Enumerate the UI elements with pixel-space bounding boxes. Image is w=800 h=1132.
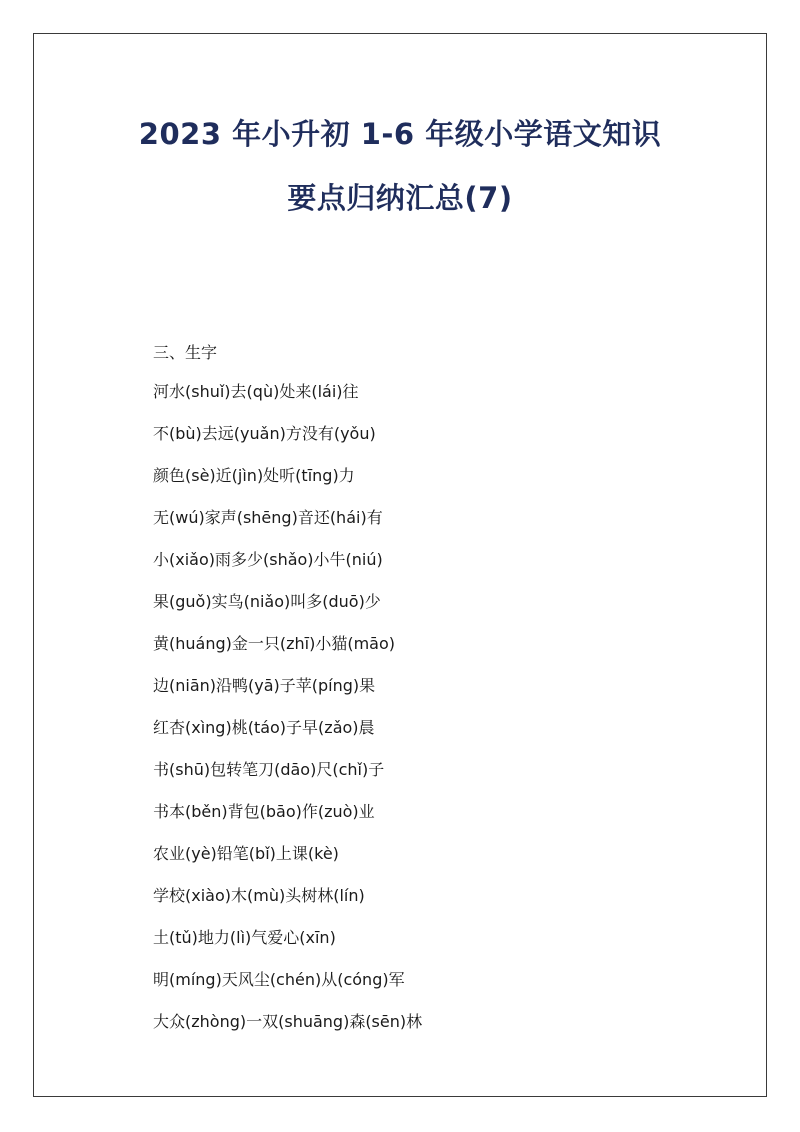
character-line: 边(niān)沿鸭(yā)子苹(píng)果 (153, 676, 376, 695)
character-line: 大众(zhòng)一双(shuāng)森(sēn)林 (153, 1012, 423, 1031)
character-line: 果(guǒ)实鸟(niǎo)叫多(duō)少 (153, 592, 381, 611)
character-list (153, 381, 422, 1053)
character-line: 书本(běn)背包(bāo)作(zuò)业 (153, 802, 375, 821)
character-line: 小(xiǎo)雨多少(shǎo)小牛(niú) (153, 550, 383, 569)
character-line: 不(bù)去远(yuǎn)方没有(yǒu) (153, 424, 376, 443)
character-line: 农业(yè)铅笔(bǐ)上课(kè) (153, 844, 339, 863)
section-heading: 三、生字 (153, 343, 218, 362)
page-title-line-2: 要点归纳汇总(7) (287, 181, 513, 215)
character-line: 颜色(sè)近(jìn)处听(tīng)力 (153, 466, 355, 485)
character-line: 无(wú)家声(shēng)音还(hái)有 (153, 508, 383, 527)
character-line: 河水(shuǐ)去(qù)处来(lái)往 (153, 382, 359, 401)
character-line: 学校(xiào)木(mù)头树林(lín) (153, 886, 365, 905)
character-line: 书(shū)包转笔刀(dāo)尺(chǐ)子 (153, 760, 385, 779)
character-line: 黄(huáng)金一只(zhī)小猫(māo) (153, 634, 396, 653)
character-line: 红杏(xìng)桃(táo)子早(zǎo)晨 (153, 718, 375, 737)
character-line: 明(míng)天风尘(chén)从(cóng)军 (153, 970, 405, 989)
character-line: 土(tǔ)地力(lì)气爱心(xīn) (153, 928, 336, 947)
page-title-line-1: 2023 年小升初 1-6 年级小学语文知识 (138, 117, 662, 151)
